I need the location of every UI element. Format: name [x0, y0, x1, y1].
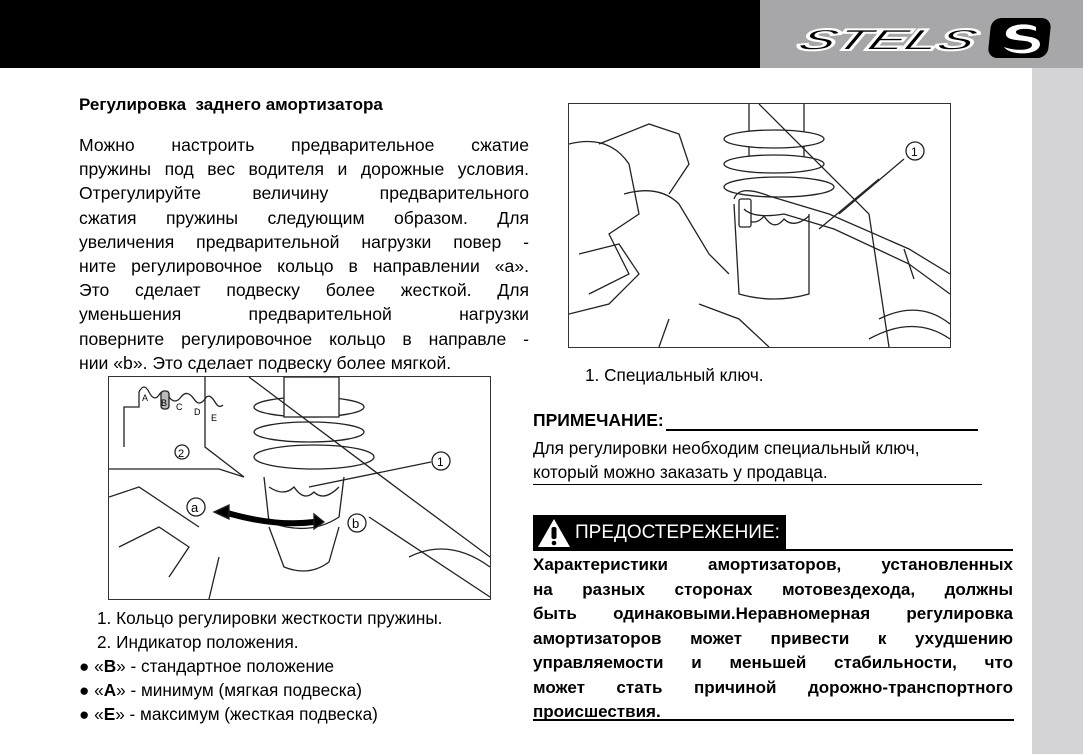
paragraph-line: Это сделает подвеску более жесткой. Для — [79, 280, 529, 301]
warning-heading — [533, 515, 1013, 551]
warning-line: Характеристики амортизаторов, установленных — [533, 555, 1013, 574]
warning-line: быть одинаковыми.Неравномерная регулировка — [533, 604, 1013, 623]
instruction-paragraph — [79, 133, 529, 375]
paragraph-line: пружины под вес водителя и дорожные условия. — [79, 159, 529, 180]
paragraph-line: сжатия пружины следующим образом. Для — [79, 207, 529, 228]
paragraph-line: Отрегулируйте величину предварительного — [79, 183, 529, 204]
special-wrench-figure — [568, 103, 951, 348]
figure2-caption: 1. Специальный ключ. — [585, 365, 764, 385]
caption-item: 2. Индикатор положения. — [97, 632, 299, 652]
figure1-captions — [97, 606, 442, 654]
paragraph-line: ните регулировочное кольцо в направлении «a». — [79, 256, 529, 277]
warning-line: происшествия. — [533, 702, 661, 721]
paragraph-line: нии «b». Это сделает подвеску более мягкой. — [79, 352, 452, 373]
paragraph-line: увеличения предварительной нагрузки повер - — [79, 231, 529, 252]
svg-text:2: 2 — [178, 448, 185, 460]
svg-text:1: 1 — [911, 145, 918, 159]
svg-text:1: 1 — [437, 455, 444, 469]
caption-item: 1. Кольцо регулировки жесткости пружины. — [97, 608, 443, 628]
svg-text:A: A — [142, 393, 149, 403]
shock-adjust-figure — [108, 376, 491, 600]
svg-text:B: B — [161, 398, 168, 408]
warning-line: может стать причиной дорожно-транспортного — [533, 677, 1013, 697]
warning-banner: ПРЕДОСТЕРЕЖЕНИЕ: — [533, 515, 786, 551]
header-black-bar — [0, 0, 760, 68]
paragraph-line: Можно настроить предварительное сжатие — [79, 135, 529, 155]
bullet-item: ● «E» - максимум (жесткая подвеска) — [79, 704, 378, 724]
warning-line: амортизаторов может привести к ухудшению — [533, 628, 1013, 648]
note-heading-rule — [666, 415, 978, 431]
bullet-item: ● «B» - стандартное положение — [79, 656, 335, 676]
svg-text:b: b — [352, 516, 360, 531]
warning-line: управляемости и меньшей стабильности, что — [533, 653, 1013, 672]
paragraph-line: уменьшения предварительной нагрузки — [79, 304, 529, 325]
note-bottom-rule — [533, 484, 982, 485]
warning-bottom-rule — [533, 719, 1014, 721]
warning-heading-rule — [786, 549, 1013, 551]
svg-text:a: a — [191, 500, 199, 515]
svg-text:STELS: STELS — [792, 22, 900, 57]
warning-line: на разных сторонах мотовездехода, должны — [533, 579, 1013, 599]
position-bullets — [79, 654, 378, 726]
paragraph-line: поверните регулировочное кольцо в направле - — [79, 328, 529, 349]
note-heading: ПРИМЕЧАНИЕ: — [533, 410, 978, 431]
note-line: Для регулировки необходим специальный ключ, — [533, 438, 920, 458]
bullet-item: ● «A» - минимум (мягкая подвеска) — [79, 680, 362, 700]
svg-text:E: E — [211, 413, 218, 423]
warning-text — [533, 553, 1013, 725]
stels-logo — [782, 14, 1062, 62]
side-strip — [1032, 68, 1083, 754]
warning-triangle-icon — [537, 518, 571, 548]
section-title: Регулировка заднего амортизатора — [79, 95, 383, 114]
svg-text:D: D — [194, 407, 201, 417]
note-text — [533, 436, 983, 484]
note-line: который можно заказать у продавца. — [533, 462, 828, 482]
svg-text:C: C — [176, 402, 183, 412]
